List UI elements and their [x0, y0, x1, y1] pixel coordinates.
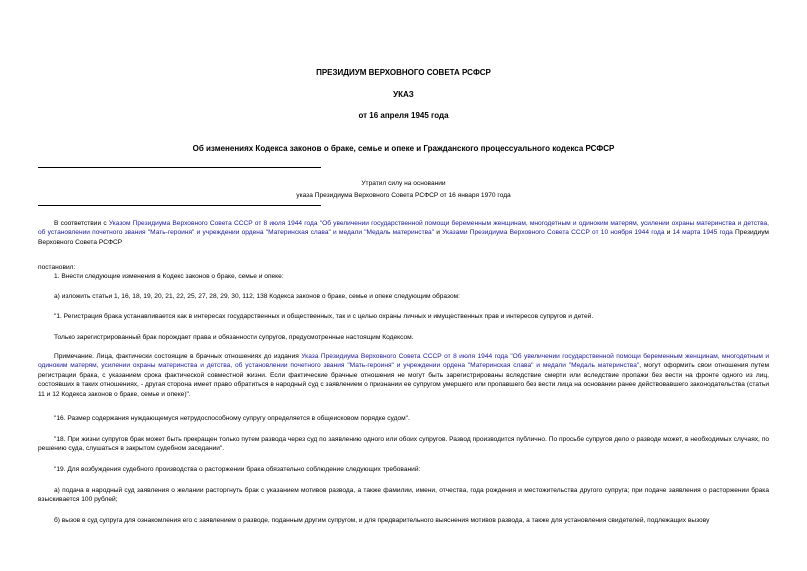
- issuing-authority: ПРЕЗИДИУМ ВЕРХОВНОГО СОВЕТА РСФСР: [316, 68, 491, 77]
- note-text-2: , могут оформить свои отношения путем регистрации брака, с указанием срока фактической совместной жизни. Если фактические брачные отношения не могут быть зарегистрированы вследствие смерти или вследствие пропажи без вести на фронте одного из лиц, состоявших в таких отношениях, - другая сторона имеет право обратиться в народный суд с заявлением о признании ее супругом умершего или пропавшего без вести лица на основании ранее действовавшего законодательства (статьи 11 и 12 Кодекса законов о браке, семье и опеке)".: [38, 362, 769, 398]
- divider-top: [38, 167, 321, 168]
- postanovil-label: постановил:: [38, 264, 76, 271]
- item-a: а) изложить статьи 1, 16, 18, 19, 20, 21, 22, 25, 27, 28, 29, 30, 112, 138 Кодекса законов о браке, семье и опеке следующим образом:: [54, 293, 460, 300]
- status-note-line2: указа Президиума Верховного Совета РСФСР от 16 января 1970 года: [296, 192, 511, 199]
- preamble-text-2: и: [434, 229, 443, 237]
- preamble-text-4: Президиум Верховного Совета РСФСР: [38, 229, 769, 246]
- article-19-a: а) подача в народный суд заявления о желании расторгнуть брак с указанием мотивов развода, а также фамилии, имени, отчества, года рождения и местожительства другого супруга; при подаче заявления о расторжении брака взыскивается 100 рублей;: [38, 487, 769, 504]
- item-1: 1. Внести следующие изменения в Кодекс законов о браке, семье и опеке:: [54, 273, 284, 280]
- preamble-text-1: В соответствии с: [54, 220, 109, 227]
- article-19-b: б) вызов в суд супруга для ознакомления его с заявлением о разводе, поданным другим супругом, и для предварительного выяснения мотивов развода, а также для установления свидетелей, подлежащих вызову: [54, 517, 710, 524]
- article-1-registered: Только зарегистрированный брак порождает права и обязанности супругов, предусмотренные настоящим Кодексом.: [54, 334, 414, 341]
- article-16: "16. Размер содержания нуждающемуся нетрудоспособному супругу определяется в общеисковом порядке судом".: [54, 415, 410, 422]
- ukaz-nov-1944-link[interactable]: Указами Президиума Верховного Совета СССР от 10 ноября 1944 года: [442, 229, 665, 237]
- preamble: [38, 219, 769, 247]
- document-date: от 16 апреля 1945 года: [358, 111, 449, 120]
- document-title: Об изменениях Кодекса законов о браке, семье и опеке и Гражданского процессуального кодекса РСФСР: [192, 144, 615, 153]
- article-19: "19. Для возбуждения судебного производства о расторжении брака обязательно соблюдение следующих требований:: [54, 466, 421, 473]
- status-note-line1: Утратил силу на основании: [361, 180, 446, 187]
- article-18: "18. При жизни супругов брак может быть прекращен только путем развода через суд по заявлению одного или обоих супругов. Развод производится публично. По просьбе супругов дело о разводе может, в необходимых случаях, по решению суда, слушаться в закрытом судебном заседании".: [38, 436, 769, 453]
- note-ukaz-link[interactable]: Указа Президиума Верховного Совета СССР от 8 июля 1944 года "Об увеличении государственной помощи беременным женщинам, многодетным и одиноким матерям, усилении охраны материнства и детства, об установлении почетного звания "Мать-героиня" и учреждении ордена "Материнская слава" и медали "Медаль материнства": [38, 353, 769, 370]
- article-1: "1. Регистрация брака устанавливается как в интересах государственных и общественных, так и с целью охраны личных и имущественных прав и интересов супругов и детей.: [54, 313, 594, 320]
- ukaz-mar-1945-link[interactable]: 14 марта 1945 года: [672, 229, 733, 237]
- document-type: УКАЗ: [393, 90, 414, 99]
- divider-bottom: [38, 205, 321, 206]
- ukaz-1944-link[interactable]: Указом Президиума Верховного Совета СССР от 8 июля 1944 года "Об увеличении государственной помощи беременным женщинам, многодетным и одиноким матерям, усилении охраны материнства и детства, об установлении почетного звания "Мать-героиня" и учреждении ордена "Материнская слава" и медали "Медаль материнства": [38, 220, 770, 237]
- preamble-text-3: и: [664, 229, 673, 237]
- article-1-note: [38, 352, 769, 399]
- note-text-1: Примечание. Лица, фактически состоящие в брачных отношениях до издания: [54, 353, 302, 360]
